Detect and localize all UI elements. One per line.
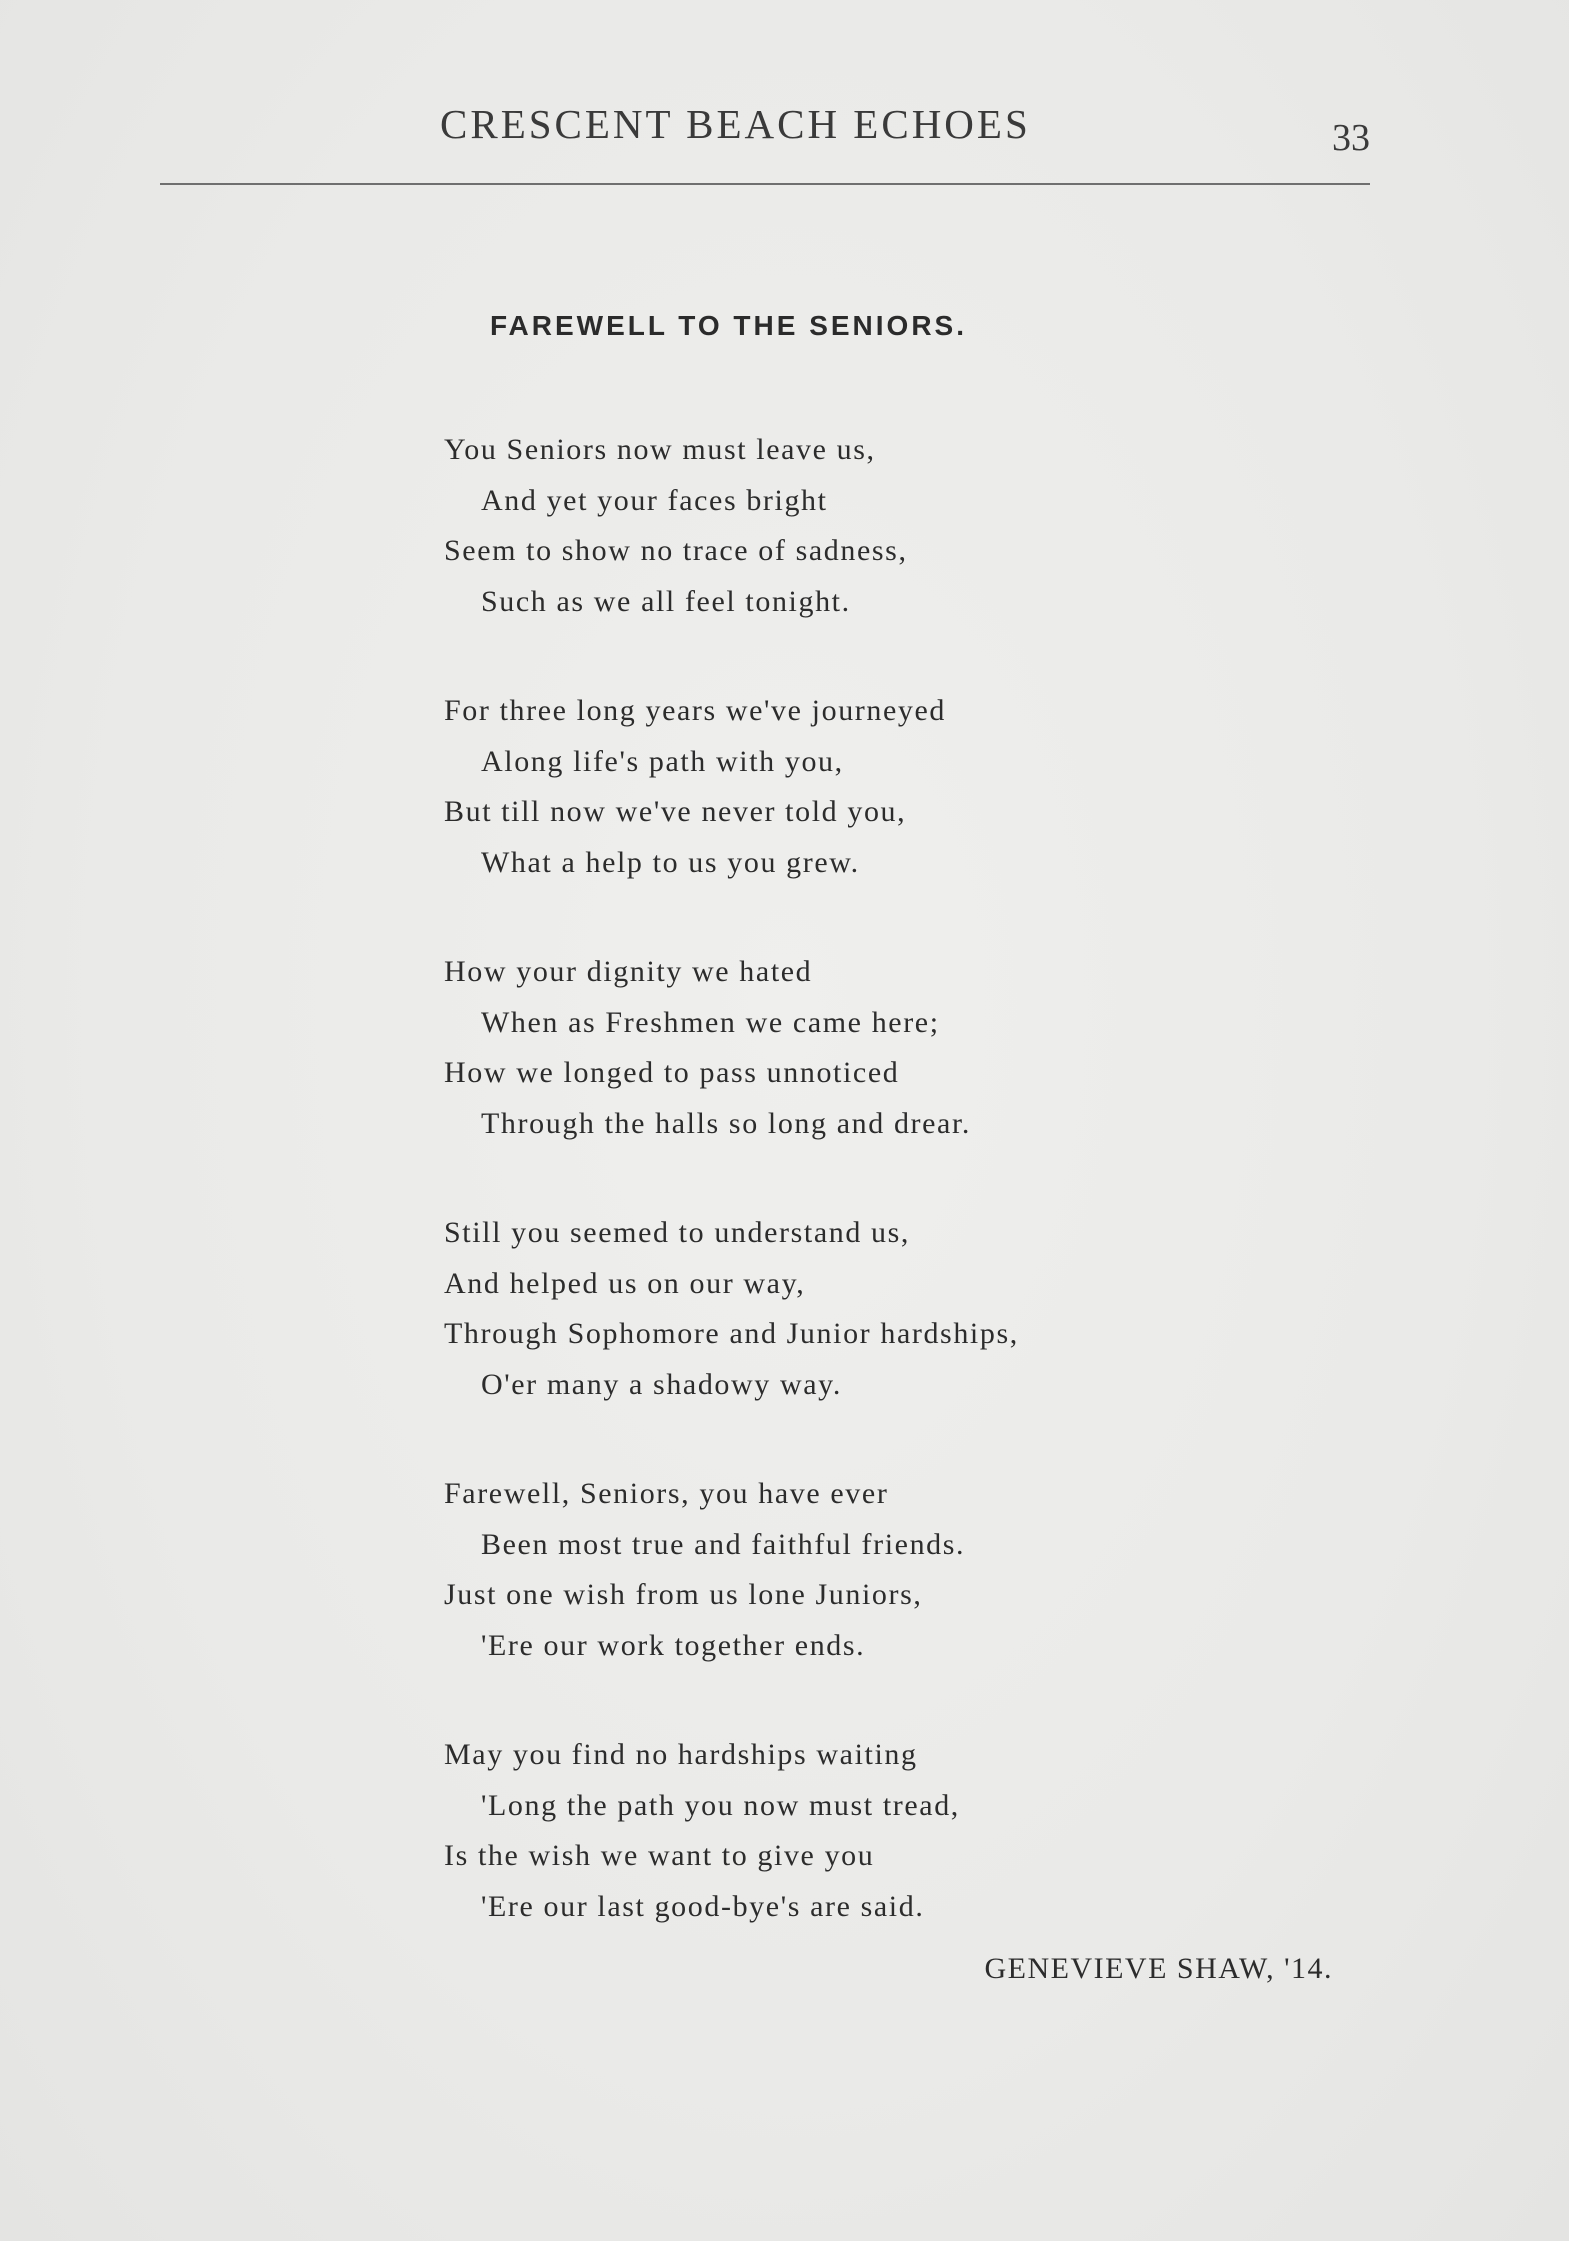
poem-line: What a help to us you grew. [481,845,860,879]
poem-line: O'er many a shadowy way. [481,1367,842,1401]
poem-line: For three long years we've journeyed [444,694,947,727]
poem-line: Such as we all feel tonight. [481,584,851,618]
poem-line: And helped us on our way, [444,1266,806,1300]
poem-body [444,425,1244,1991]
page-number: 33 [1332,117,1370,159]
poem-line: Farewell, Seniors, you have ever [444,1477,889,1510]
poem-line: But till now we've never told you, [444,795,907,828]
poem-line: 'Ere our last good-bye's are said. [481,1889,925,1923]
stanza [444,1469,1244,1671]
author-signature: GENEVIEVE SHAW, '14. [984,1952,1333,1985]
running-header [160,92,1370,159]
poem-line: Just one wish from us lone Juniors, [444,1578,923,1611]
poem-line: Seem to show no trace of sadness, [444,534,908,567]
poem-line: Through the halls so long and drear. [481,1106,972,1140]
poem-line: Along life's path with you, [481,744,844,778]
stanza [444,947,1244,1149]
header-rule [160,183,1370,185]
poem-line: How your dignity we hated [444,955,813,988]
poem-line: Through Sophomore and Junior hardships, [444,1317,1019,1350]
stanza [444,686,1244,888]
poem-line: And yet your faces bright [481,483,828,517]
poem-line: Still you seemed to understand us, [444,1216,911,1249]
stanza [444,425,1244,627]
stanza [444,1730,1244,1932]
poem-line: May you find no hardships waiting [444,1738,918,1771]
poem-line: 'Ere our work together ends. [481,1628,866,1662]
running-title: CRESCENT BEACH ECHOES [440,101,1031,147]
poem-line: When as Freshmen we came here; [481,1005,940,1039]
poem-line: You Seniors now must leave us, [444,433,876,466]
poem-line: Is the wish we want to give you [444,1839,875,1872]
poem-line: How we longed to pass unnoticed [444,1056,900,1089]
poem-title: FAREWELL TO THE SENIORS. [490,310,968,341]
poem-line: Been most true and faithful friends. [481,1527,966,1561]
stanza [444,1208,1244,1410]
poem-line: 'Long the path you now must tread, [481,1788,960,1822]
